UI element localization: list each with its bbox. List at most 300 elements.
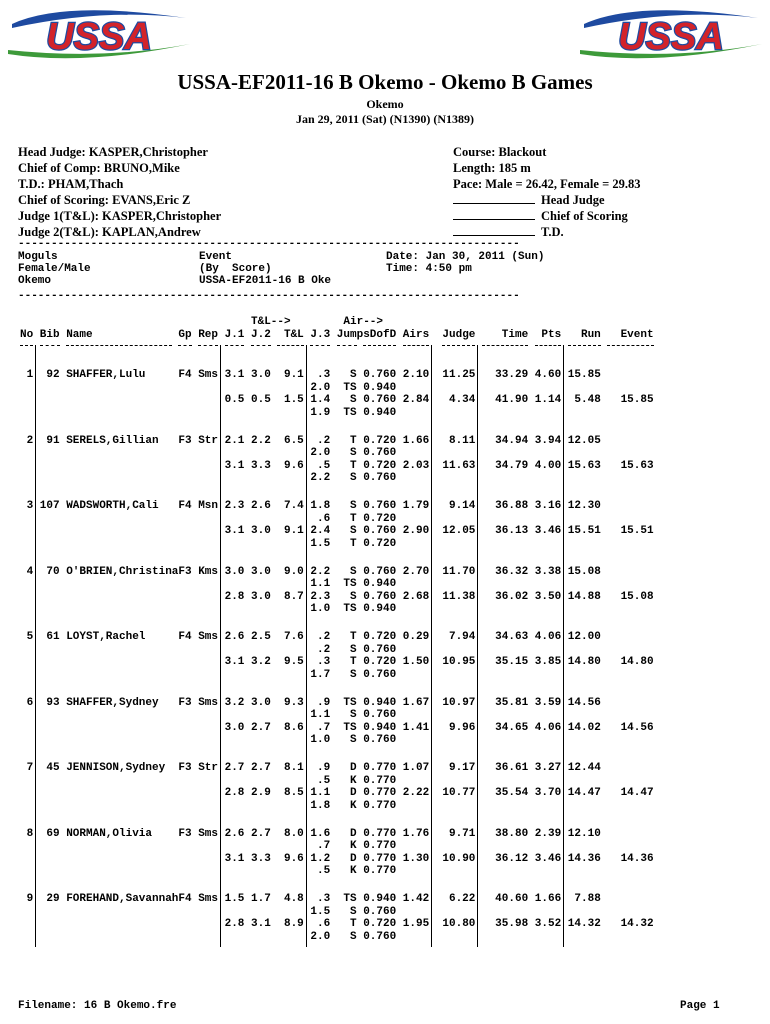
airs-score: 2.68	[402, 590, 430, 603]
column-header-time: Time	[501, 329, 529, 341]
judge-3-score: 2.0	[310, 930, 331, 943]
event-score: 15.85	[620, 394, 654, 407]
jump-code: D	[349, 762, 357, 774]
airs-score: 2.10	[402, 369, 430, 381]
tl-score: 9.6	[283, 852, 304, 865]
athlete-name: SHAFFER,Sydney	[66, 696, 159, 709]
airs-score: 2.03	[402, 459, 430, 472]
column-header-underline	[277, 345, 303, 346]
official-judge-2: Judge 2(T&L): KAPLAN,Andrew	[18, 225, 201, 239]
degree-of-difficulty: 0.770	[363, 840, 397, 853]
judge-3-score: 1.0	[310, 734, 331, 747]
column-header-underline	[66, 345, 172, 346]
judge-3-score: .6	[316, 918, 331, 931]
judge-1-score: 3.0	[224, 721, 245, 734]
tl-score: 8.5	[283, 787, 304, 800]
degree-of-difficulty: 0.770	[363, 827, 397, 840]
degree-of-difficulty: 0.720	[363, 434, 397, 447]
judge-3-score: .3	[316, 656, 331, 669]
column-rule	[431, 345, 432, 947]
judge-1-score: 3.2	[224, 696, 245, 709]
logo-text: USSA	[618, 16, 724, 58]
degree-of-difficulty: 0.940	[363, 721, 397, 734]
degree-of-difficulty: 0.760	[363, 930, 397, 943]
rank: 6	[26, 696, 34, 709]
jump-code: S	[349, 734, 357, 747]
rank: 1	[26, 369, 34, 381]
tl-score: 8.1	[283, 762, 304, 774]
judge-3-score: .5	[316, 459, 331, 472]
event-score: 14.32	[620, 918, 654, 931]
event-score: 14.80	[620, 656, 654, 669]
column-header-underline	[403, 345, 429, 346]
degree-of-difficulty: 0.720	[363, 656, 397, 669]
tl-score: 4.8	[283, 893, 304, 905]
club-rep: Sms	[198, 631, 218, 643]
jump-code: S	[349, 447, 357, 460]
degree-of-difficulty: 0.940	[363, 406, 397, 419]
rank: 5	[26, 631, 34, 643]
airs-score: 2.90	[402, 525, 430, 538]
judge-3-score: 1.1	[310, 787, 331, 800]
judge-3-score: 2.2	[310, 472, 331, 485]
column-header-underline	[535, 345, 561, 346]
club-rep: Sms	[198, 827, 218, 840]
judge-total: 9.14	[448, 500, 476, 512]
run-time: 34.63	[495, 631, 529, 643]
airs-score: 1.95	[402, 918, 430, 931]
date-line: Jan 29, 2011 (Sat) (N1390) (N1389)	[296, 112, 474, 126]
jump-code: S	[349, 668, 357, 681]
jump-code: TS	[343, 406, 357, 419]
course-info	[453, 144, 640, 240]
judge-1-score: 3.1	[224, 459, 245, 472]
judge-3-score: .3	[316, 893, 331, 905]
run-score: 14.88	[567, 590, 601, 603]
degree-of-difficulty: 0.770	[363, 774, 397, 787]
judge-3-score: .7	[316, 840, 331, 853]
judge-total: 10.97	[442, 696, 476, 709]
degree-of-difficulty: 0.760	[363, 905, 397, 918]
jump-code: TS	[343, 603, 357, 616]
tl-score: 7.6	[283, 631, 304, 643]
column-header-underline	[198, 345, 218, 346]
judge-1-score: 2.6	[224, 827, 245, 840]
run-score: 15.63	[567, 459, 601, 472]
run-score: 7.88	[574, 893, 601, 905]
jump-code: K	[349, 774, 357, 787]
jump-code: S	[349, 369, 357, 381]
tl-score: 8.6	[283, 721, 304, 734]
degree-of-difficulty: 0.940	[363, 381, 397, 394]
judge-2-score: 0.5	[251, 394, 271, 407]
judge-total: 10.77	[442, 787, 476, 800]
judge-1-score: 2.8	[224, 590, 245, 603]
event-score: 14.56	[620, 721, 654, 734]
athlete-name: SERELS,Gillian	[66, 434, 159, 447]
judge-2-score: 3.2	[251, 656, 271, 669]
time-points: 3.50	[534, 590, 562, 603]
ussa-logo-left	[4, 4, 194, 62]
judge-3-score: 1.5	[310, 905, 331, 918]
judge-1-score: 2.6	[224, 631, 245, 643]
athlete-name: LOYST,Rachel	[66, 631, 146, 643]
rank: 3	[26, 500, 34, 512]
time-points: 3.46	[534, 852, 562, 865]
footer-page: Page 1	[680, 1000, 720, 1012]
club-rep: Sms	[198, 369, 218, 381]
judge-3-score: 2.4	[310, 525, 331, 538]
judge-1-score: 2.1	[224, 434, 245, 447]
judge-3-score: .9	[316, 696, 331, 709]
judge-3-score: 1.2	[310, 852, 331, 865]
event-discipline: Moguls Female/Male Okemo	[18, 251, 91, 287]
judge-3-score: 2.0	[310, 381, 331, 394]
airs-score: 1.30	[402, 852, 430, 865]
judge-2-score: 2.5	[251, 631, 271, 643]
time-points: 3.27	[534, 762, 562, 774]
column-header-underline	[178, 345, 191, 346]
event-score: 15.63	[620, 459, 654, 472]
time-points: 4.06	[534, 631, 562, 643]
rank: 9	[26, 893, 34, 905]
bib-number: 69	[46, 827, 60, 840]
degree-of-difficulty: 0.760	[363, 369, 397, 381]
column-rule	[306, 345, 307, 947]
bib-number: 107	[39, 500, 60, 512]
column-header-run: Run	[580, 329, 601, 341]
judge-2-score: 3.0	[251, 696, 271, 709]
degree-of-difficulty: 0.720	[363, 512, 397, 525]
rank: 8	[26, 827, 34, 840]
degree-of-difficulty: 0.770	[363, 762, 397, 774]
jump-code: D	[349, 827, 357, 840]
jump-code: S	[349, 394, 357, 407]
club-rep: Kms	[198, 565, 218, 578]
degree-of-difficulty: 0.760	[363, 709, 397, 722]
time-points: 1.14	[534, 394, 562, 407]
column-header-underline	[251, 345, 271, 346]
judge-total: 9.96	[448, 721, 476, 734]
judge-3-score: .3	[316, 369, 331, 381]
bib-number: 61	[46, 631, 60, 643]
judge-total: 6.22	[448, 893, 476, 905]
judge-3-score: 2.0	[310, 447, 331, 460]
run-score: 14.36	[567, 852, 601, 865]
judge-2-score: 2.6	[251, 500, 271, 512]
jump-code: T	[349, 512, 357, 525]
jump-code: S	[349, 565, 357, 578]
run-time: 36.88	[495, 500, 529, 512]
column-rule	[35, 345, 36, 947]
event-score: 15.51	[620, 525, 654, 538]
degree-of-difficulty: 0.760	[363, 734, 397, 747]
judge-3-score: 1.4	[310, 394, 331, 407]
degree-of-difficulty: 0.760	[363, 668, 397, 681]
group: F4	[178, 500, 192, 512]
column-header-underline	[40, 345, 60, 346]
jump-code: T	[349, 918, 357, 931]
group: F4	[178, 631, 192, 643]
column-header-underline	[607, 345, 653, 346]
run-time: 35.98	[495, 918, 529, 931]
column-header-underline	[310, 345, 330, 346]
jump-code: S	[349, 590, 357, 603]
judge-2-score: 3.3	[251, 459, 271, 472]
time-points: 3.38	[534, 565, 562, 578]
run-score: 12.05	[567, 434, 601, 447]
jump-code: S	[349, 525, 357, 538]
jump-code: K	[349, 840, 357, 853]
judge-1-score: 2.7	[224, 762, 245, 774]
degree-of-difficulty: 0.760	[363, 500, 397, 512]
run-time: 34.94	[495, 434, 529, 447]
run-time: 38.80	[495, 827, 529, 840]
time-points: 3.16	[534, 500, 562, 512]
degree-of-difficulty: 0.760	[363, 590, 397, 603]
run-score: 12.00	[567, 631, 601, 643]
athlete-name: NORMAN,Olivia	[66, 827, 153, 840]
judge-3-score: 1.1	[310, 709, 331, 722]
run-score: 15.08	[567, 565, 601, 578]
run-score: 14.56	[567, 696, 601, 709]
time-points: 4.00	[534, 459, 562, 472]
time-points: 3.70	[534, 787, 562, 800]
judge-2-score: 3.0	[251, 369, 271, 381]
group: F3	[178, 827, 192, 840]
column-header-jumps: Jumps	[336, 329, 370, 341]
judge-3-score: 2.2	[310, 565, 331, 578]
divider-top: ----------------------------------------------------------------------------	[18, 238, 520, 250]
airs-score: 2.22	[402, 787, 430, 800]
judge-total: 11.38	[442, 590, 476, 603]
athlete-name: O'BRIEN,Christina	[66, 565, 179, 578]
column-header-rep: Rep	[198, 329, 218, 341]
column-header-judge: Judge	[442, 329, 476, 341]
run-time: 33.29	[495, 369, 529, 381]
group-header-air: Air-->	[343, 316, 383, 328]
column-rule	[477, 345, 478, 947]
judge-3-score: .7	[316, 721, 331, 734]
column-header-dofd: DofD	[369, 329, 397, 341]
airs-score: 1.07	[402, 762, 430, 774]
judge-1-score: 2.3	[224, 500, 245, 512]
judge-total: 11.63	[442, 459, 476, 472]
time-points: 4.06	[534, 721, 562, 734]
jump-code: TS	[343, 381, 357, 394]
degree-of-difficulty: 0.760	[363, 565, 397, 578]
tl-score: 7.4	[283, 500, 304, 512]
judge-3-score: .2	[316, 631, 331, 643]
degree-of-difficulty: 0.720	[363, 459, 397, 472]
run-score: 14.47	[567, 787, 601, 800]
group: F4	[178, 893, 192, 905]
run-time: 34.79	[495, 459, 529, 472]
group: F3	[178, 762, 192, 774]
time-points: 3.94	[534, 434, 562, 447]
judge-3-score: 1.1	[310, 578, 331, 591]
column-header-j1: J.1	[224, 329, 245, 341]
jump-code: TS	[343, 893, 357, 905]
judge-2-score: 3.3	[251, 852, 271, 865]
tl-score: 9.1	[283, 525, 304, 538]
column-header-underline	[442, 345, 475, 346]
event-score: 14.47	[620, 787, 654, 800]
judge-2-score: 2.2	[251, 434, 271, 447]
tl-score: 9.6	[283, 459, 304, 472]
time-points: 2.39	[534, 827, 562, 840]
column-header-no: No	[20, 329, 34, 341]
club-rep: Str	[198, 434, 218, 447]
run-time: 40.60	[495, 893, 529, 905]
judge-3-score: 1.0	[310, 603, 331, 616]
airs-score: 1.76	[402, 827, 430, 840]
jump-code: S	[349, 930, 357, 943]
judge-1-score: 3.1	[224, 656, 245, 669]
tl-score: 8.9	[283, 918, 304, 931]
group-header-tl: T&L-->	[251, 316, 291, 328]
airs-score: 1.42	[402, 893, 430, 905]
official-chief-of-comp: Chief of Comp: BRUNO,Mike	[18, 161, 180, 175]
run-score: 15.51	[567, 525, 601, 538]
bib-number: 45	[46, 762, 60, 774]
jump-code: T	[349, 434, 357, 447]
official-head-judge: Head Judge: KASPER,Christopher	[18, 145, 208, 159]
run-score: 14.32	[567, 918, 601, 931]
tl-score: 1.5	[283, 394, 304, 407]
official-chief-of-scoring: Chief of Scoring: EVANS,Eric Z	[18, 193, 191, 207]
degree-of-difficulty: 0.770	[363, 865, 397, 878]
jump-code: T	[349, 631, 357, 643]
signature-td: T.D.	[453, 224, 640, 240]
judge-3-score: .2	[316, 434, 331, 447]
bib-number: 70	[46, 565, 60, 578]
column-header-pts: Pts	[541, 329, 562, 341]
jump-code: S	[349, 643, 357, 656]
degree-of-difficulty: 0.720	[363, 631, 397, 643]
athlete-name: JENNISON,Sydney	[66, 762, 166, 774]
column-header-underline	[225, 345, 245, 346]
run-score: 5.48	[574, 394, 601, 407]
signature-head-judge: Head Judge	[453, 192, 640, 208]
club-rep: Sms	[198, 893, 218, 905]
jump-code: TS	[343, 696, 357, 709]
judge-total: 10.90	[442, 852, 476, 865]
event-date-time: Date: Jan 30, 2011 (Sun) Time: 4:50 pm	[386, 251, 545, 275]
airs-score: 1.50	[402, 656, 430, 669]
judge-1-score: 3.1	[224, 369, 245, 381]
footer-filename: Filename: 16 B Okemo.fre	[18, 1000, 177, 1012]
degree-of-difficulty: 0.940	[363, 578, 397, 591]
group: F4	[178, 369, 192, 381]
run-score: 12.10	[567, 827, 601, 840]
athlete-name: WADSWORTH,Cali	[66, 500, 159, 512]
athlete-name: FOREHAND,Savannah	[66, 893, 179, 905]
column-header-bib: Bib	[39, 329, 60, 341]
run-time: 36.12	[495, 852, 529, 865]
jump-code: TS	[343, 721, 357, 734]
time-points: 3.85	[534, 656, 562, 669]
event-name: Event (By Score) USSA-EF2011-16 B Oke	[199, 251, 332, 287]
judge-2-score: 3.1	[251, 918, 271, 931]
degree-of-difficulty: 0.760	[363, 525, 397, 538]
divider-bottom: ----------------------------------------------------------------------------	[18, 290, 520, 302]
column-rule	[563, 345, 564, 947]
judge-3-score: .5	[316, 865, 331, 878]
judge-total: 10.95	[442, 656, 476, 669]
judge-3-score: 1.7	[310, 668, 331, 681]
tl-score: 9.1	[283, 369, 304, 381]
judge-2-score: 2.7	[251, 827, 271, 840]
column-header-name: Name	[66, 329, 93, 341]
run-time: 36.13	[495, 525, 529, 538]
bib-number: 93	[46, 696, 60, 709]
degree-of-difficulty: 0.770	[363, 787, 397, 800]
column-header-underline	[482, 345, 528, 346]
group: F3	[178, 565, 192, 578]
rank: 2	[26, 434, 34, 447]
degree-of-difficulty: 0.720	[363, 537, 397, 550]
rank: 7	[26, 762, 34, 774]
event-score: 15.08	[620, 590, 654, 603]
airs-score: 0.29	[402, 631, 430, 643]
airs-score: 1.66	[402, 434, 430, 447]
airs-score: 1.41	[402, 721, 430, 734]
degree-of-difficulty: 0.770	[363, 799, 397, 812]
official-td: T.D.: PHAM,Thach	[18, 177, 124, 191]
rank: 4	[26, 565, 34, 578]
run-time: 35.81	[495, 696, 529, 709]
club-rep: Sms	[198, 696, 218, 709]
tl-score: 9.0	[283, 565, 304, 578]
tl-score: 6.5	[283, 434, 304, 447]
course-pace: Pace: Male = 26.42, Female = 29.83	[453, 177, 641, 191]
judge-1-score: 3.1	[224, 525, 245, 538]
column-header-j3: J.3	[310, 329, 331, 341]
location: Okemo	[366, 97, 404, 111]
judge-total: 8.11	[448, 434, 476, 447]
airs-score: 2.70	[402, 565, 430, 578]
run-time: 35.54	[495, 787, 529, 800]
run-time: 36.32	[495, 565, 529, 578]
judge-1-score: 0.5	[224, 394, 245, 407]
degree-of-difficulty: 0.760	[363, 472, 397, 485]
course-length: Length: 185 m	[453, 161, 531, 175]
jump-code: S	[349, 472, 357, 485]
column-rule	[220, 345, 221, 947]
tl-score: 8.7	[283, 590, 304, 603]
time-points: 1.66	[534, 893, 562, 905]
page-title: USSA-EF2011-16 B Okemo - Okemo B Games	[177, 70, 593, 94]
athlete-name: SHAFFER,Lulu	[66, 369, 146, 381]
official-judge-1: Judge 1(T&L): KASPER,Christopher	[18, 209, 222, 223]
run-time: 36.61	[495, 762, 529, 774]
time-points: 3.52	[534, 918, 562, 931]
group: F3	[178, 434, 192, 447]
airs-score: 1.67	[402, 696, 430, 709]
column-header-underline	[337, 345, 357, 346]
tl-score: 9.3	[283, 696, 304, 709]
judge-3-score: 1.6	[310, 827, 331, 840]
judge-3-score: 1.9	[310, 406, 331, 419]
judge-3-score: 1.8	[310, 500, 331, 512]
judge-2-score: 3.0	[251, 525, 271, 538]
degree-of-difficulty: 0.720	[363, 918, 397, 931]
jump-code: D	[349, 852, 357, 865]
degree-of-difficulty: 0.770	[363, 852, 397, 865]
judge-1-score: 3.1	[224, 852, 245, 865]
column-header-j2: J.2	[251, 329, 271, 341]
